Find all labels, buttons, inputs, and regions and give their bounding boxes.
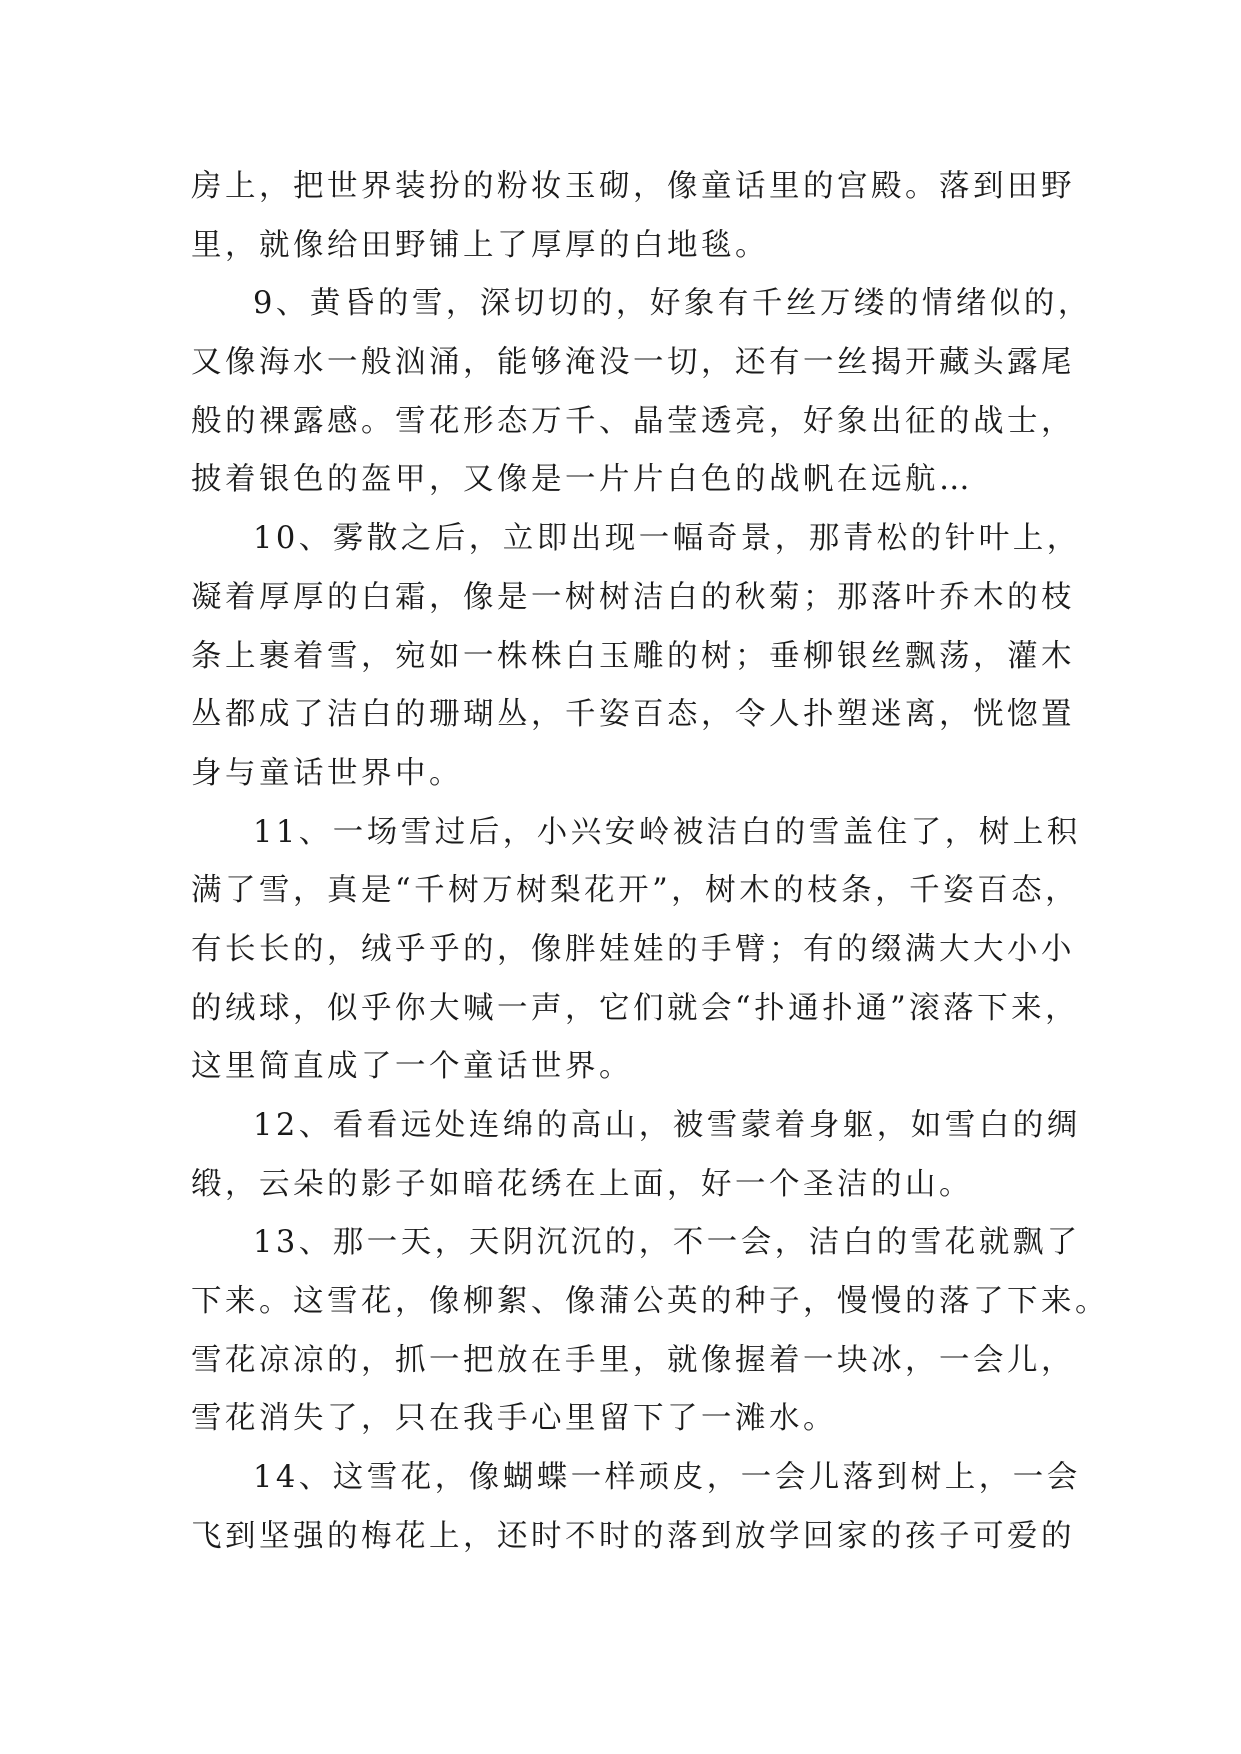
paragraph-14-start: 14、这雪花，像蝴蝶一样顽皮，一会儿落到树上，一会 bbox=[253, 1460, 1081, 1496]
paragraph-9-start: 9、黄昏的雪，深切切的，好象有千丝万缕的情绪似的， bbox=[253, 286, 1092, 322]
paragraph-10-start: 10、雾散之后，立即出现一幅奇景，那青松的针叶上， bbox=[253, 521, 1081, 557]
text-line: 凝着厚厚的白霜，像是一树树洁白的秋菊；那落叶乔木的枝 bbox=[191, 579, 1075, 615]
text-line: 缎，云朵的影子如暗花绣在上面，好一个圣洁的山。 bbox=[191, 1166, 973, 1202]
paragraph-11-start: 11、一场雪过后，小兴安岭被洁白的雪盖住了，树上积 bbox=[253, 814, 1081, 850]
document-body bbox=[191, 158, 1109, 1567]
paragraph-12-start: 12、看看远处连绵的高山，被雪蒙着身躯，如雪白的绸 bbox=[253, 1108, 1081, 1143]
text-line: 这里简直成了一个童话世界。 bbox=[191, 1049, 633, 1085]
text-line: 雪花消失了，只在我手心里留下了一滩水。 bbox=[191, 1401, 837, 1437]
paragraph-13-start: 13、那一天，天阴沉沉的，不一会，洁白的雪花就飘了 bbox=[253, 1225, 1081, 1261]
text-line: 条上裹着雪，宛如一株株白玉雕的树；垂柳银丝飘荡，灌木 bbox=[191, 638, 1075, 674]
text-line: 满了雪，真是“千树万树梨花开”，树木的枝条，千姿百态， bbox=[191, 873, 1080, 909]
text-line: 身与童话世界中。 bbox=[191, 755, 463, 791]
text-line: 般的裸露感。雪花形态万千、晶莹透亮，好象出征的战士， bbox=[191, 403, 1075, 439]
text-line: 下来。这雪花，像柳絮、像蒲公英的种子，慢慢的落了下来。 bbox=[191, 1284, 1109, 1320]
text-line: 披着银色的盔甲，又像是一片片白色的战帆在远航… bbox=[191, 462, 973, 498]
text-line: 雪花凉凉的，抓一把放在手里，就像握着一块冰，一会儿， bbox=[191, 1342, 1075, 1378]
text-line: 的绒球，似乎你大喊一声，它们就会“扑通扑通”滚落下来， bbox=[191, 990, 1080, 1026]
text-line: 里，就像给田野铺上了厚厚的白地毯。 bbox=[191, 227, 769, 263]
text-line: 有长长的，绒乎乎的，像胖娃娃的手臂；有的缀满大大小小 bbox=[191, 931, 1075, 967]
text-line: 飞到坚强的梅花上，还时不时的落到放学回家的孩子可爱的 bbox=[191, 1518, 1075, 1554]
text-line: 丛都成了洁白的珊瑚丛，千姿百态，令人扑塑迷离，恍惚置 bbox=[191, 697, 1075, 733]
text-line: 房上，把世界装扮的粉妆玉砌，像童话里的宫殿。落到田野 bbox=[191, 169, 1075, 204]
text-line: 又像海水一般汹涌，能够淹没一切，还有一丝揭开藏头露尾 bbox=[191, 345, 1075, 381]
